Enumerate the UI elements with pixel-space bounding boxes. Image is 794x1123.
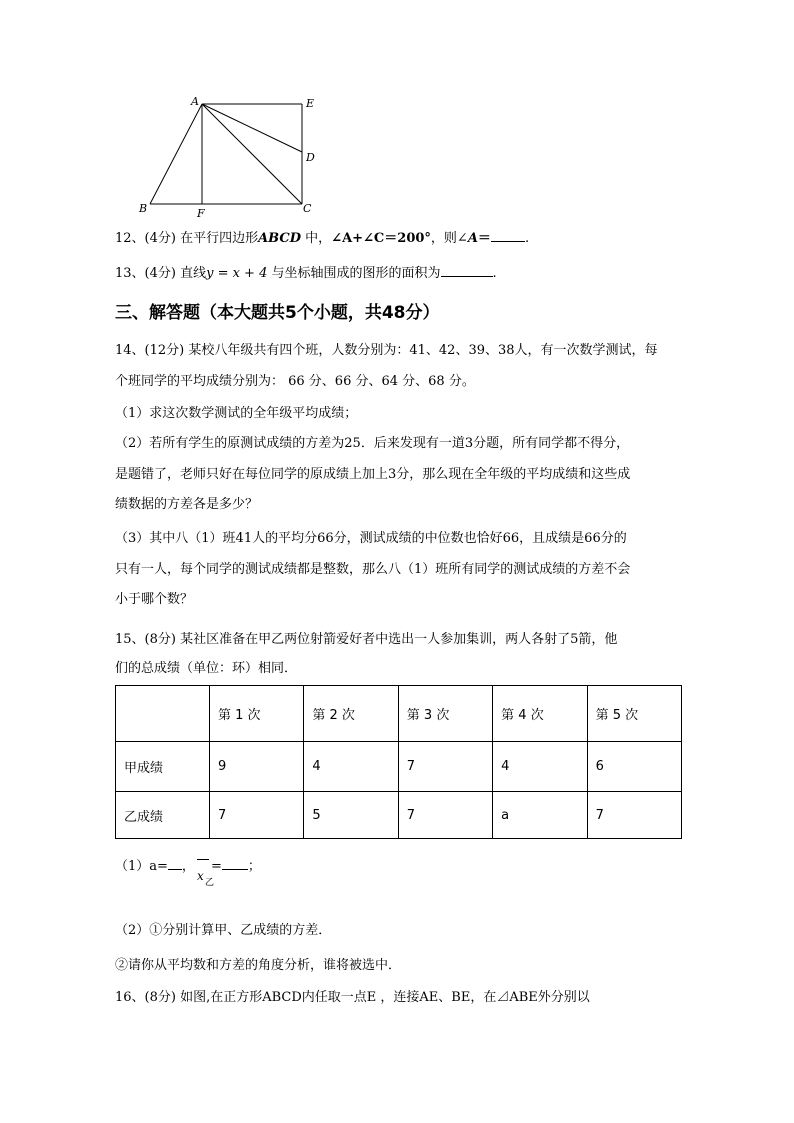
- section-3-heading: 三、解答题（本大题共5个小题，共48分）: [115, 303, 440, 323]
- table-cell: 7: [587, 792, 681, 839]
- q15-sub-2-line-2: ②请你从平均数和方差的角度分析，谁将被选中．: [115, 958, 402, 973]
- q15-x: x: [197, 869, 204, 883]
- q13-equation: y = x + 4: [206, 266, 268, 281]
- q12-prefix: 12、(4分) 在平行四边形: [115, 231, 259, 246]
- q13-suffix: 与坐标轴围成的图形的面积为: [267, 266, 441, 281]
- table-cell: 4: [304, 742, 398, 792]
- table-cell: 4: [493, 742, 587, 792]
- q14-sub-2-line-2: 是题错了，老师只好在每位同学的原成绩上加上3分，那么现在全年级的平均成绩和这些成: [115, 467, 631, 482]
- table-cell: 7: [398, 742, 492, 792]
- table-header-cell: [116, 686, 210, 742]
- q15-subscript: 乙: [205, 878, 215, 888]
- table-row: [116, 792, 682, 839]
- table-row: [116, 742, 682, 792]
- q14-sub-2-line-3: 绩数据的方差各是多少？: [115, 497, 259, 512]
- q15-sub-2-line-1: （2）①分别计算甲、乙成绩的方差．: [115, 923, 332, 938]
- table-header-cell: 第 3 次: [398, 686, 492, 742]
- table-cell: 7: [210, 792, 304, 839]
- table-cell: a: [493, 792, 587, 839]
- q12-then: ，则∠: [430, 231, 468, 246]
- q14-line-1: 14、(12分) 某校八年级共有四个班，人数分别为：41、42、39、38人，有一次数学测试，每: [115, 343, 658, 358]
- scores-table: [115, 685, 682, 839]
- q15-mean-blank[interactable]: [222, 855, 248, 870]
- segment-AB: [150, 104, 202, 204]
- label-E: E: [306, 97, 315, 110]
- label-A: A: [191, 95, 199, 108]
- q12-answer-blank[interactable]: [491, 227, 525, 242]
- q14-line-2: 个班同学的平均成绩分别为： 66 分、66 分、64 分、68 分。: [115, 374, 475, 389]
- segment-AC: [202, 104, 302, 204]
- q15-sub1-end: ；: [247, 859, 261, 874]
- table-cell: 7: [398, 792, 492, 839]
- label-D: D: [306, 151, 315, 164]
- question-12: [115, 227, 529, 249]
- q12-expr: ∠A+∠C＝200°: [331, 231, 431, 246]
- table-cell: 甲成绩: [116, 742, 210, 792]
- q13-prefix: 13、(4分) 直线: [115, 266, 207, 281]
- q12-mid: 中，: [301, 231, 332, 246]
- q12-eq: ＝: [477, 231, 491, 246]
- q14-sub-1: （1）求这次数学测试的全年级平均成绩；: [115, 406, 358, 421]
- q13-end: .: [492, 266, 497, 281]
- table-cell: 6: [587, 742, 681, 792]
- q15-sub-1-rest: [211, 855, 261, 877]
- table-header-cell: 第 2 次: [304, 686, 398, 742]
- q14-sub-3-line-3: 小于哪个数？: [115, 592, 194, 607]
- table-header-cell: 第 1 次: [210, 686, 304, 742]
- q15-sub1-comma: ，: [181, 859, 195, 874]
- q15-sub1-a: （1）a=: [115, 859, 168, 874]
- q13-answer-blank[interactable]: [441, 262, 493, 277]
- table-cell: 9: [210, 742, 304, 792]
- segment-AD: [202, 104, 302, 152]
- q14-sub-3-line-2: 只有一人，每个同学的测试成绩都是整数，那么八（1）班所有同学的测试成绩的方差不会: [115, 562, 631, 577]
- q15-sub1-eq: =: [211, 859, 222, 874]
- q12-end: .: [524, 231, 530, 246]
- q14-sub-3-line-1: （3）其中八（1）班41人的平均分66分，测试成绩的中位数也恰好66，且成绩是66分的: [115, 531, 627, 546]
- table-header-row: [116, 686, 682, 742]
- table-cell: 乙成绩: [116, 792, 210, 839]
- label-B: B: [139, 202, 148, 215]
- table-header-cell: 第 4 次: [493, 686, 587, 742]
- q14-sub-2-line-1: （2）若所有学生的原测试成绩的方差为25．后来发现有一道3分题，所有同学都不得分，: [115, 436, 630, 451]
- q15-a-blank[interactable]: [168, 855, 182, 870]
- q16-line-1: 16、(8分) 如图,在正方形ABCD内任取一点E ，连接AE、BE，在⊿ABE外分别以: [115, 990, 590, 1005]
- q15-line-2: 们的总成绩（单位：环）相同．: [115, 661, 298, 676]
- geometry-figure: [130, 90, 330, 225]
- table-header-cell: 第 5 次: [587, 686, 681, 742]
- table-cell: 5: [304, 792, 398, 839]
- question-13: [115, 262, 497, 284]
- label-F: F: [197, 207, 205, 220]
- q15-sub-1: [115, 855, 195, 877]
- q12-a: A: [467, 231, 478, 246]
- q12-abcd: ABCD: [258, 231, 302, 246]
- label-C: C: [303, 202, 312, 215]
- q15-line-1: 15、(8分) 某社区准备在甲乙两位射箭爱好者中选出一人参加集训，两人各射了5箭，他: [115, 632, 618, 647]
